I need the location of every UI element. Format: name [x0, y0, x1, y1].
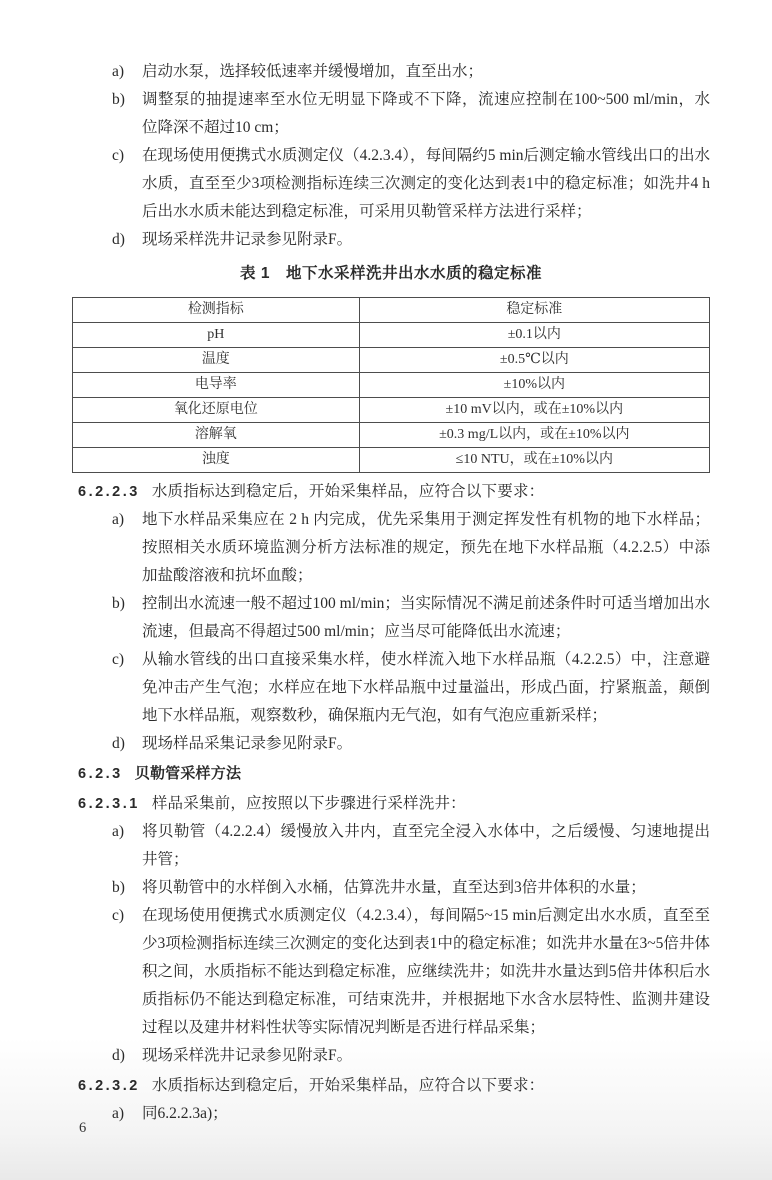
list-item-text: 现场采样洗井记录参见附录F。 — [142, 1047, 353, 1064]
list-item-label: c) — [112, 651, 125, 668]
table-cell: ≤10 NTU，或在±10%以内 — [359, 448, 709, 473]
clause-heading — [78, 790, 710, 818]
list-item-label: b) — [112, 595, 125, 612]
list-item-text: 控制出水流速一般不超过100 ml/min；当实际情况不满足前述条件时可适当增加出水流速，但最高不得超过500 ml/min；应当尽可能降低出水流速； — [142, 595, 710, 640]
table-cell: 氧化还原电位 — [73, 398, 360, 423]
list-item-text: 在现场使用便携式水质测定仪（4.2.3.4），每间隔约5 min后测定输水管线出口的出水水质，直至至少3项检测指标连续三次测定的变化达到表1中的稳定标准；如洗井4 h后出水水质未能达到稳定标准，可采用贝勒管采样方法进行采样； — [142, 147, 710, 220]
table-body — [73, 323, 710, 473]
table-cell: pH — [73, 323, 360, 348]
list-item — [72, 86, 710, 142]
table-row — [73, 373, 710, 398]
table-cell: ±10%以内 — [359, 373, 709, 398]
clause-number: 6.2.3.1 — [78, 796, 140, 812]
clause-heading — [78, 760, 710, 788]
table-row — [73, 423, 710, 448]
list-item-label: d) — [112, 1047, 125, 1064]
list-item-text: 现场采样洗井记录参见附录F。 — [142, 231, 353, 248]
list-item — [72, 902, 710, 1042]
list-item-label: b) — [112, 91, 125, 108]
list-item-label: a) — [112, 1105, 125, 1122]
list-item-text: 启动水泵，选择较低速率并缓慢增加，直至出水； — [142, 63, 484, 80]
list-item-label: a) — [112, 511, 125, 528]
list-item-label: a) — [112, 63, 125, 80]
table-caption: 表 1 地下水采样洗井出水水质的稳定标准 — [240, 265, 542, 282]
clauses-section — [72, 478, 710, 1128]
table-row — [73, 398, 710, 423]
table-header-row — [73, 298, 710, 323]
list-item — [72, 1100, 710, 1128]
table-row — [73, 348, 710, 373]
list-item — [72, 730, 710, 758]
list-item — [72, 506, 710, 590]
table-cell: ±10 mV以内，或在±10%以内 — [359, 398, 709, 423]
list-item — [72, 646, 710, 730]
list-item-label: d) — [112, 735, 125, 752]
list-item-text: 将贝勒管（4.2.2.4）缓慢放入井内，直至完全浸入水体中，之后缓慢、匀速地提出井管； — [142, 823, 710, 868]
list-item-text: 在现场使用便携式水质测定仪（4.2.3.4），每间隔5~15 min后测定出水水质，直至至少3项检测指标连续三次测定的变化达到表1中的稳定标准；如洗井水量在3~5倍井体积之间，水质指标不能达到稳定标准，应继续洗井；如洗井水量达到5倍井体积后水质指标仍不能达到稳定标准，可结束洗井，并根据地下水含水层特性、监测井建设过程以及建井材料性状等实际情况判断是否进行样品采集； — [142, 907, 710, 1036]
list-item-label: c) — [112, 147, 125, 164]
purge-steps-list — [72, 58, 710, 254]
table-cell: 浊度 — [73, 448, 360, 473]
list-item-text: 地下水样品采集应在 2 h 内完成，优先采集用于测定挥发性有机物的地下水样品；按照相关水质环境监测分析方法标准的规定，预先在地下水样品瓶（4.2.2.5）中添加盐酸溶液和抗坏血酸； — [142, 511, 710, 584]
list-item — [72, 874, 710, 902]
list-item — [72, 226, 710, 254]
clause-text: 样品采集前，应按照以下步骤进行采样洗井： — [151, 795, 466, 812]
table-header-cell: 稳定标准 — [359, 298, 709, 323]
list-item — [72, 590, 710, 646]
list-item-label: a) — [112, 823, 125, 840]
table-row — [73, 323, 710, 348]
table-cell: 溶解氧 — [73, 423, 360, 448]
list-item-text: 调整泵的抽提速率至水位无明显下降或不下降，流速应控制在100~500 ml/min，水位降深不超过10 cm； — [142, 91, 710, 136]
list-item — [72, 1042, 710, 1070]
clause-number: 6.2.2.3 — [78, 484, 140, 500]
clause-number: 6.2.3 — [78, 766, 123, 782]
list-item — [72, 818, 710, 874]
table-cell: ±0.5℃以内 — [359, 348, 709, 373]
table-row — [73, 448, 710, 473]
clause-number: 6.2.3.2 — [78, 1078, 140, 1094]
table-cell: ±0.3 mg/L以内，或在±10%以内 — [359, 423, 709, 448]
table-header-cell: 检测指标 — [73, 298, 360, 323]
list-item-label: b) — [112, 879, 125, 896]
clause-text: 贝勒管采样方法 — [134, 765, 242, 782]
clause-text: 水质指标达到稳定后，开始采集样品，应符合以下要求： — [151, 483, 545, 500]
list-item-text: 现场样品采集记录参见附录F。 — [142, 735, 353, 752]
page-content — [72, 58, 710, 1128]
table-cell: 温度 — [73, 348, 360, 373]
table-cell: ±0.1以内 — [359, 323, 709, 348]
list-item-label: c) — [112, 907, 125, 924]
list-item — [72, 58, 710, 86]
list-item-text: 将贝勒管中的水样倒入水桶，估算洗井水量，直至达到3倍井体积的水量； — [142, 879, 646, 896]
clause-text: 水质指标达到稳定后，开始采集样品，应符合以下要求： — [151, 1077, 545, 1094]
list-item-text: 从输水管线的出口直接采集水样，使水样流入地下水样品瓶（4.2.2.5）中，注意避免冲击产生气泡；水样应在地下水样品瓶中过量溢出，形成凸面，拧紧瓶盖，颠倒地下水样品瓶，观察数秒，确保瓶内无气泡，如有气泡应重新采样； — [142, 651, 710, 724]
table-cell: 电导率 — [73, 373, 360, 398]
list-item — [72, 142, 710, 226]
page-number: 6 — [79, 1120, 87, 1136]
list-item-label: d) — [112, 231, 125, 248]
list-item-text: 同6.2.2.3a)； — [142, 1105, 228, 1122]
clause-heading — [78, 478, 710, 506]
clause-heading — [78, 1072, 710, 1100]
stability-criteria-table — [72, 297, 710, 473]
